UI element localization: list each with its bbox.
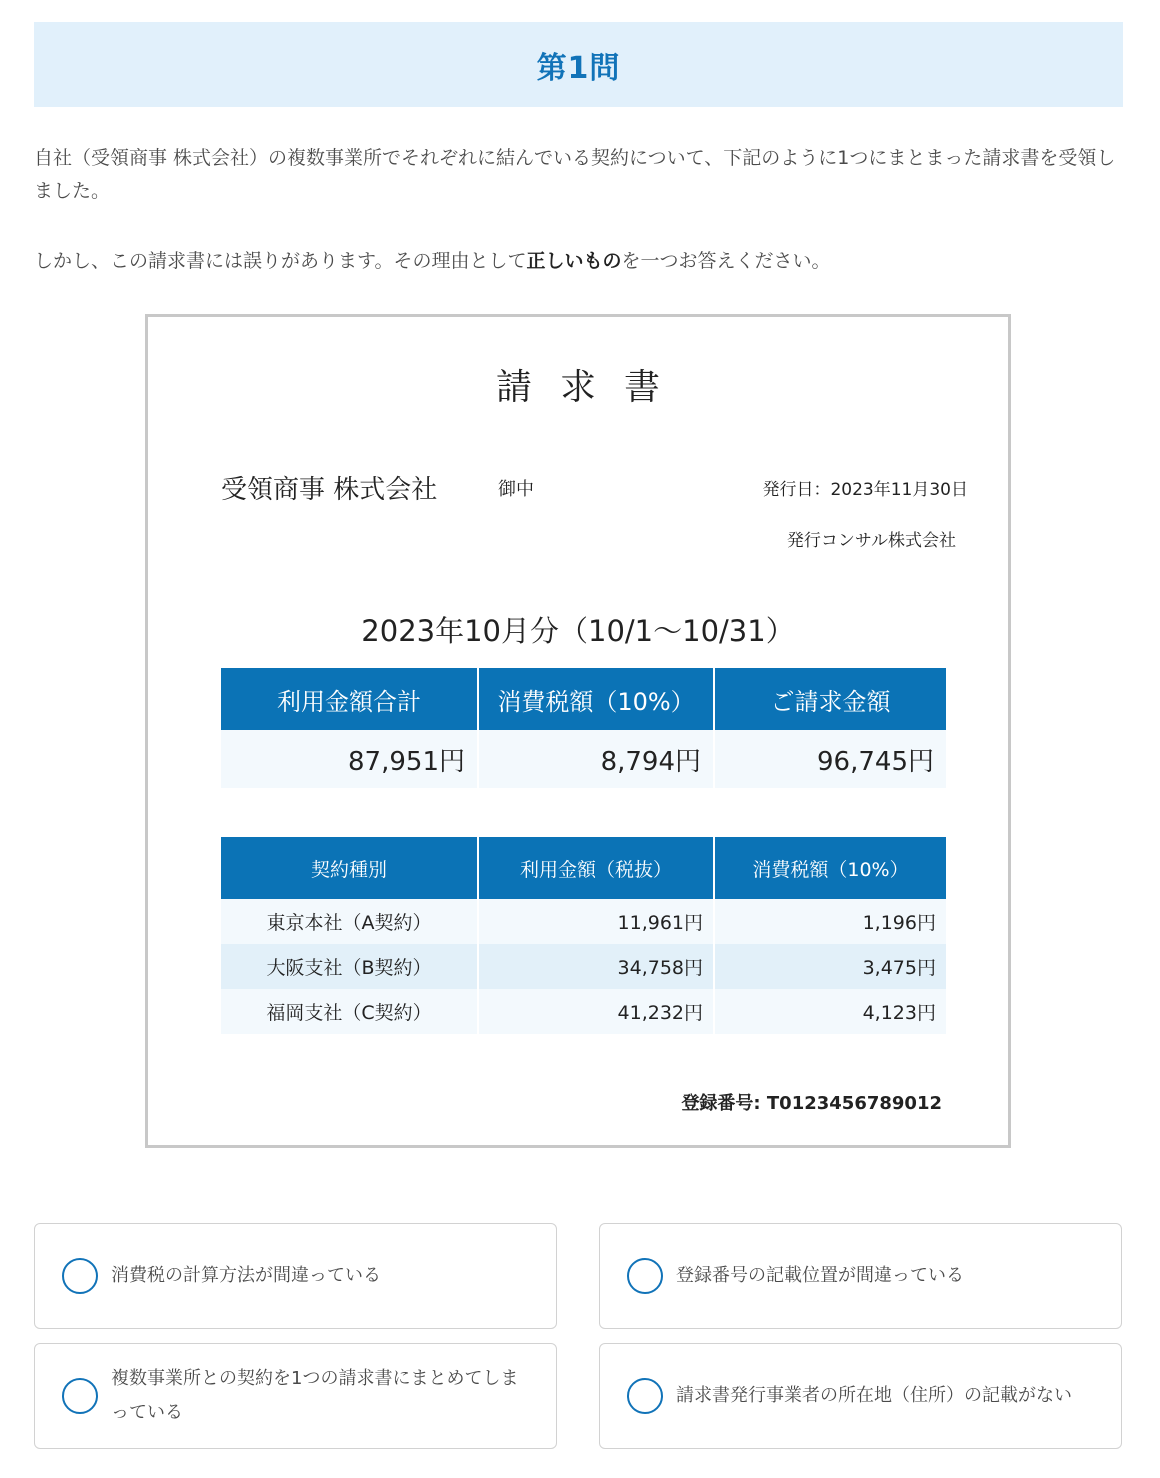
instruction-text-2: を一つお答えください。	[621, 250, 831, 272]
answer-option-label: 登録番号の記載位置が間違っている	[676, 1265, 964, 1286]
tax-cell: 3,475円	[714, 944, 946, 989]
amount-cell: 41,232円	[478, 989, 714, 1034]
summary-value-row	[221, 730, 946, 788]
contract-type-cell: 大阪支社（B契約）	[221, 944, 478, 989]
details-header-cell: 消費税額（10%）	[714, 837, 946, 899]
invoice-title: 請求書	[495, 367, 688, 408]
question-title: 第1問	[536, 50, 621, 86]
question-header	[34, 22, 1123, 107]
details-header-cell: 契約種別	[221, 837, 478, 899]
contract-type-cell: 福岡支社（C契約）	[221, 989, 478, 1034]
registration-number: 登録番号: T0123456789012	[681, 1093, 942, 1114]
table-row	[221, 989, 946, 1034]
answer-option-label: 複数事業所との契約を1つの請求書にまとめてしまっている	[111, 1368, 519, 1423]
summary-value-cell: 87,951円	[221, 730, 478, 788]
summary-value-cell: 96,745円	[714, 730, 946, 788]
contract-type-cell: 東京本社（A契約）	[221, 899, 478, 944]
tax-cell: 1,196円	[714, 899, 946, 944]
radio-button-icon[interactable]	[627, 1258, 663, 1294]
details-table	[221, 837, 946, 1034]
answer-option-label: 請求書発行事業者の所在地（住所）の記載がない	[676, 1385, 1072, 1406]
invoice-document	[145, 314, 1011, 1148]
summary-header-cell: ご請求金額	[714, 668, 946, 730]
invoice-issue-date: 発行日：2023年11月30日	[762, 480, 968, 500]
radio-button-icon[interactable]	[62, 1258, 98, 1294]
answer-option-2[interactable]	[599, 1223, 1122, 1329]
invoice-period: 2023年10月分（10/1〜10/31）	[361, 614, 795, 648]
summary-header-cell: 消費税額（10%）	[478, 668, 714, 730]
instruction-emphasis: 正しいもの	[526, 250, 622, 272]
radio-button-icon[interactable]	[62, 1378, 98, 1414]
table-row	[221, 944, 946, 989]
radio-button-icon[interactable]	[627, 1378, 663, 1414]
tax-cell: 4,123円	[714, 989, 946, 1034]
amount-cell: 11,961円	[478, 899, 714, 944]
details-header-row	[221, 837, 946, 899]
instruction-text-1: しかし、この請求書には誤りがあります。その理由として	[34, 250, 527, 272]
summary-header-cell: 利用金額合計	[221, 668, 478, 730]
answer-option-4[interactable]	[599, 1343, 1122, 1449]
summary-value-cell: 8,794円	[478, 730, 714, 788]
answer-option-label: 消費税の計算方法が間違っている	[111, 1265, 381, 1286]
answer-option-3[interactable]	[34, 1343, 557, 1449]
question-intro: 自社（受領商事 株式会社）の複数事業所でそれぞれに結んでいる契約について、下記のように1つにまとまった請求書を受領しました。	[34, 147, 1116, 202]
question-instruction	[34, 245, 1129, 278]
amount-cell: 34,758円	[478, 944, 714, 989]
invoice-recipient: 受領商事 株式会社	[221, 475, 438, 505]
invoice-honorific: 御中	[498, 479, 534, 500]
table-row	[221, 899, 946, 944]
answer-option-1[interactable]	[34, 1223, 557, 1329]
details-header-cell: 利用金額（税抜）	[478, 837, 714, 899]
summary-header-row	[221, 668, 946, 730]
invoice-issuer: 発行コンサル株式会社	[786, 531, 956, 551]
summary-table	[221, 668, 946, 788]
